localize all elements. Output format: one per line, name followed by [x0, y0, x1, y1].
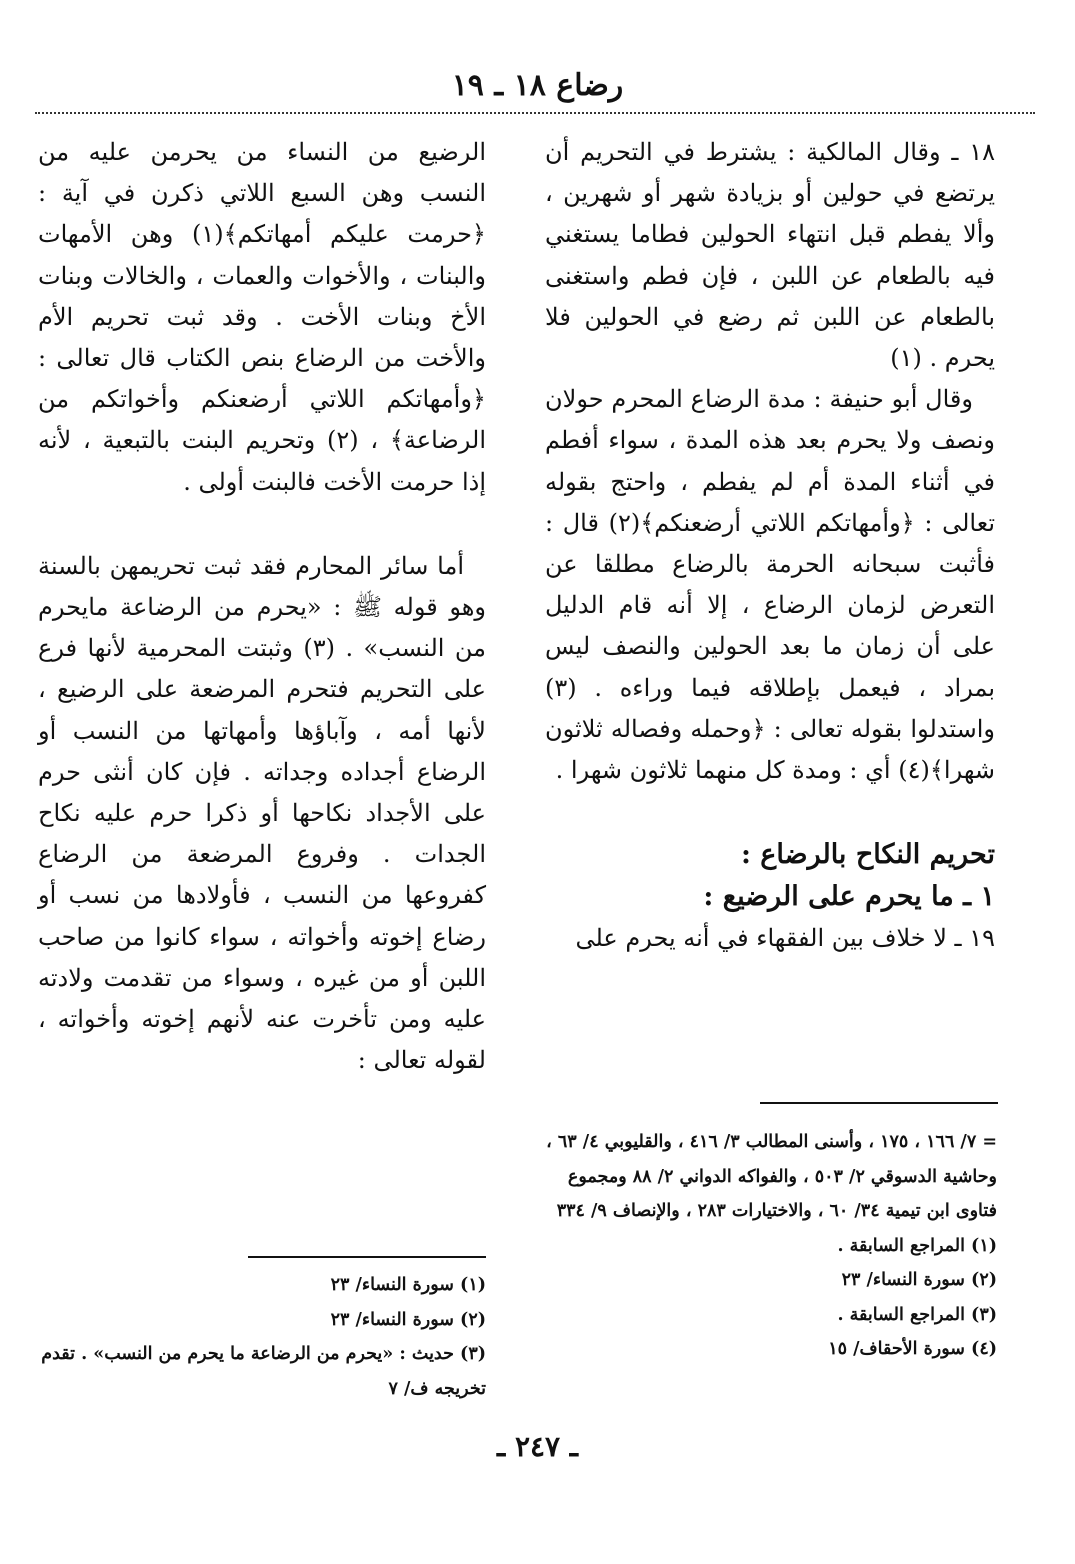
paragraph-gap	[38, 503, 486, 546]
section-gap	[545, 791, 995, 834]
footnote-4: (٤) سورة الأحقاف/ ١٥	[828, 1339, 997, 1359]
paragraph-18-maliki: ١٨ ـ وقال المالكية : يشترط في التحريم أن يرتضع في حولين أو بزيادة شهر أو شهرين ، وألا يفطم قبل انتهاء الحولين فطاما يستغني فيه بالطعام عن اللبن ، فإن فطم واستغنى بالطعام عن اللبن ثم رضع في الحولين فلا يحرم . (١)	[545, 138, 995, 373]
left-column	[38, 132, 486, 1081]
page-number: ـ ٢٤٧ ـ	[496, 1430, 579, 1463]
running-header-title: رضاع ١٨ ـ ١٩	[451, 68, 624, 103]
footnote-1: (١) سورة النساء/ ٢٣	[330, 1275, 486, 1295]
footnote-rule-right	[760, 1102, 998, 1104]
footnote-rule-left	[248, 1256, 486, 1258]
header-dotted-rule	[35, 112, 1035, 114]
footnotes-left	[38, 1268, 486, 1406]
paragraph-prohibited-women: الرضيع من النساء من يحرمن عليه من النسب وهن السبع اللاتي ذكرن في آية : ﴿حرمت عليكم أمهاتكم﴾(١) وهن الأمهات والبنات ، والأخوات والعمات ، والخالات وبنات الأخ وبنات الأخت . وقد ثبت تحريم الأم والأخت من الرضاع بنص الكتاب قال تعالى : ﴿وأمهاتكم اللاتي أرضعنكم وأخواتكم من الرضاعة﴾ ، (٢) وتحريم البنت بالتبعية ، لأنه إذا حرمت الأخت فالبنت أولى .	[38, 138, 487, 496]
footnote-2: (٢) سورة النساء/ ٢٣	[841, 1270, 997, 1290]
footnotes-right	[545, 1125, 997, 1367]
footnote-3: (٣) حديث : «يحرم من الرضاعة ما يحرم من النسب» . تقدم تخريجه ف/ ٧	[41, 1344, 486, 1399]
paragraph-abu-hanifa: وقال أبو حنيفة : مدة الرضاع المحرم حولان ونصف ولا يحرم بعد هذه المدة ، سواء أفطم في أثناء المدة أم لم يفطم ، واحتج بقوله تعالى : ﴿وأمهاتكم اللاتي أرضعنكم﴾(٢) قال : فأثبت سبحانه الحرمة بالرضاع مطلقا عن التعرض لزمان الرضاع ، إلا أنه قام الدليل على أن زمان ما بعد الحولين والنصف ليس بمراد ، فيعمل بإطلاقه فيما وراءه . (٣) واستدلوا بقوله تعالى : ﴿وحمله وفصاله ثلاثون شهرا﴾(٤) أي : ومدة كل منهما ثلاثون شهرا .	[545, 385, 996, 785]
paragraph-other-mahrams: أما سائر المحارم فقد ثبت تحريمهن بالسنة وهو قوله ﷺ : «يحرم من الرضاعة مايحرم من النسب» . (٣) وثبتت المحرمية لأنها فرع على التحريم فتحرم المرضعة على الرضيع ، لأنها أمه ، وآباؤها وأمهاتها من النسب أو الرضاع أجداده وجداته . فإن كان أنثى حرم على الأجداد نكاحها أو ذكرا حرم عليه نكاح الجدات . وفروع المرضعة من الرضاع كفروعها من النسب ، فأولادها من نسب أو رضاع إخوته وأخواته ، سواء كانوا من صاحب اللبن أو من غيره ، وسواء من تقدمت ولادته عليه ومن تأخرت عنه لأنهم إخوته وأخواته ، لقوله تعالى :	[38, 551, 486, 1075]
footnote-2: (٢) سورة النساء/ ٢٣	[330, 1309, 486, 1330]
footnote-3: (٣) المراجع السابقة .	[837, 1304, 997, 1325]
footnote-continuation: = ٧/ ١٦٦ ، ١٧٥ ، وأسنى المطالب ٣/ ٤١٦ ، والقليوبي ٤/ ٦٣ ، وحاشية الدسوقي ٢/ ٥٠٣ ، والفواكه الدواني ٢/ ٨٨ ومجموع فتاوى ابن تيمية ٣٤/ ٦٠ ، والاختيارات ٢٨٣ ، والإنصاف ٩/ ٣٣٤	[546, 1132, 997, 1221]
section-heading: تحريم النكاح بالرضاع :	[740, 839, 995, 871]
right-column	[545, 132, 995, 959]
footnote-1: (١) المراجع السابقة .	[837, 1235, 997, 1256]
paragraph-19-start: ١٩ ـ لا خلاف بين الفقهاء في أنه يحرم على	[575, 924, 995, 953]
subsection-heading: ١ ـ ما يحرم على الرضيع :	[703, 881, 995, 913]
